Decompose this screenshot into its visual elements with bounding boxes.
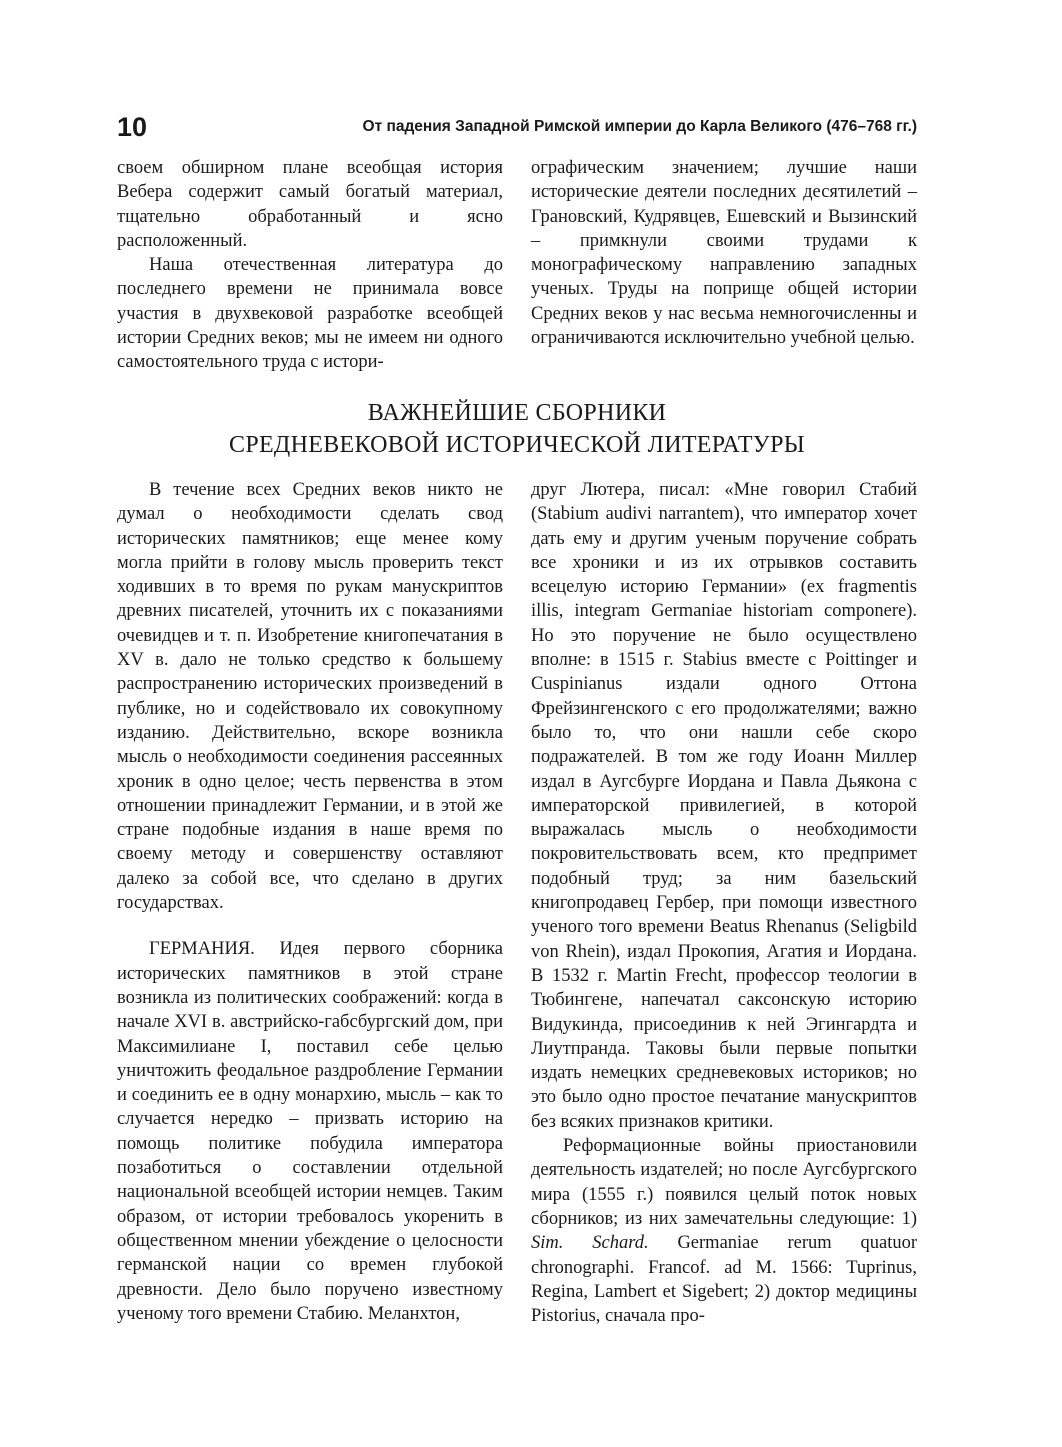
paragraph: ГЕРМАНИЯ. Идея первого сборника исторических памятников в этой стране возникла из политических соображений: когда в начале XVI в. австрийско-габсбургский дом, при Максимилиане I, поставил себе целью уничтожить феодальное раздробление Германии и соединить ее в одну монархию, мысль – как то случается нередко – призвать историю на помощь политике побудила императора позаботиться о составлении отдельной национальной всеобщей истории немцев. Таким образом, от истории требовалось укоренить в общественном мнении убеждение о целосности германской нации со времен глубокой древности. Дело было поручено известному ученому того времени Стабию. Меланхтон, xyxy=(117,939,503,1324)
top-right-column xyxy=(531,156,917,350)
body-right-column xyxy=(531,478,917,1328)
section-title-line: ВАЖНЕЙШИЕ СБОРНИКИ xyxy=(367,400,667,426)
running-title: От падения Западной Римской империи до Карла Великого (476–768 гг.) xyxy=(362,118,917,135)
section-title-line: СРЕДНЕВЕКОВОЙ ИСТОРИЧЕСКОЙ ЛИТЕРАТУРЫ xyxy=(229,432,805,458)
paragraph: Наша отечественная литература до последнего времени не принимала вовсе участия в двухвековой разработке всеобщей истории Средних веков; мы не имеем ни одного самостоятельного труда с истори- xyxy=(117,255,503,373)
italic-author: Sim. Schard. xyxy=(531,1233,649,1254)
text-run: Реформационные войны приостановили деятельность издателей; но после Аугсбургского мира (1555 г.) появился целый поток новых сборников; из них замечательны следующие: 1) xyxy=(531,1136,917,1229)
paragraph: своем обширном плане всеобщая история Вебера содержит самый богатый материал, тщательно обработанный и ясно расположенный. xyxy=(117,158,503,251)
section-title xyxy=(117,397,917,461)
page-header xyxy=(117,112,917,142)
text-run: Germaniae rerum quatuor chronographi. Francof. ad M. 1566: Tuprinus, Regina, Lambert et Sigebert; 2) доктор медицины Pistorius, сначала про- xyxy=(531,1233,917,1327)
paragraph: друг Лютера, писал: «Мне говорил Стабий (Stabium audivi narrantem), что император хочет дать ему и другим ученым поручение собрать все хроники и из их отрывков составить всецелую историю Германии» (ex fragmentis illis, integram Germaniae historiam componere). Но это поручение не было осуществлено вполне: в 1515 г. Stabius вместе с Poittinger и Cuspinianus издали одного Оттона Фрейзингенского с его продолжателями; важно было то, что они нашли себе скоро подражателей. В том же году Иоанн Миллер издал в Аугсбурге Иордана и Павла Дьякона с императорской привилегией, в которой выражалась мысль о необходимости покровительствовать всем, кто предпримет подобный труд; за ним базельский книгопродавец Гербер, при помощи известного ученого того времени Beatus Rhenanus (Seligbild von Rhein), издал Прокопия, Агатия и Иордана. В 1532 г. Martin Frecht, профессор теологии в Тюбингене, напечатал саксонскую историю Видукинда, присоединив к ней Эгингардта и Лиутпранда. Таковы были первые попытки издать немецких средневековых историков; но это было одно простое печатание манускриптов без всяких признаков критики. xyxy=(531,480,917,1132)
paragraph xyxy=(531,1134,917,1328)
paragraph: В течение всех Средних веков никто не думал о необходимости сделать свод исторических памятников; еще менее кому могла прийти в голову мысль проверить текст ходивших в то время по рукам манускриптов древних писателей, уточнить их с показаниями очевидцев и т. п. Изобретение книгопечатания в XV в. дало не только средство к большему распространению исторических произведений в публике, но и содействовало их совокупному изданию. Действительно, вскоре возникла мысль о необходимости соединения рассеянных хроник в одно целое; честь первенства в этом отношении принадлежит Германии, и в этой же стране подобные издания в наше время по своему методу и совершенству оставляют далеко за собой все, что сделано в других государствах. xyxy=(117,480,503,914)
page-number: 10 xyxy=(117,112,148,142)
top-left-column xyxy=(117,156,503,375)
body-left-column xyxy=(117,478,503,1326)
paragraph: ографическим значением; лучшие наши исторические деятели последних десятилетий – Грановский, Кудрявцев, Ешевский и Вызинский – примкнули своими трудами к монографическому направлению западных ученых. Труды на поприще общей истории Средних веков у нас весьма немногочисленны и ограничиваются исключительно учебной целью. xyxy=(531,158,917,349)
